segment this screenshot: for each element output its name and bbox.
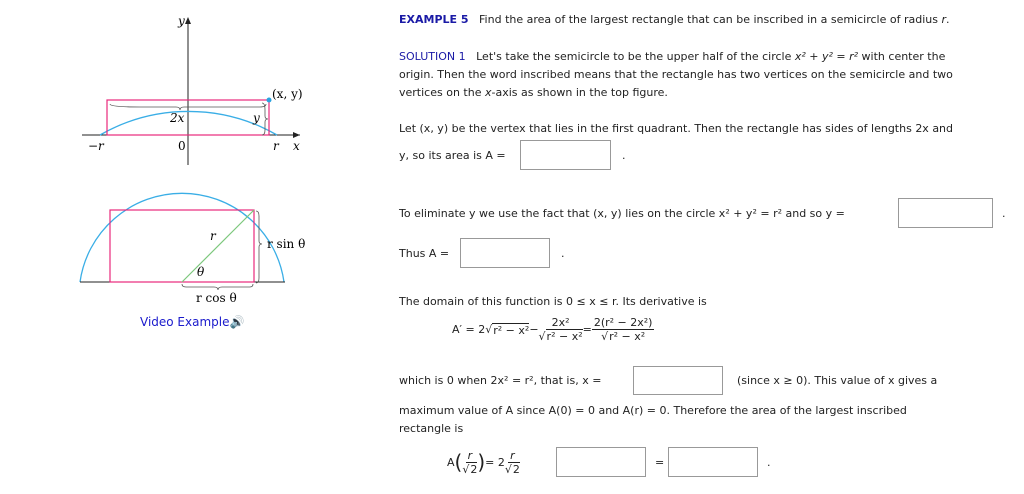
r-cos-label: r cos θ bbox=[196, 291, 237, 305]
example-label: EXAMPLE 5 bbox=[399, 13, 469, 26]
deriv-lhs: A′ = 2 bbox=[452, 323, 486, 336]
para-5: The domain of this function is 0 ≤ x ≤ r. Its derivative is bbox=[399, 295, 707, 308]
sol-text: Let's take the semicircle to be the upper half of the circle bbox=[476, 50, 795, 63]
den: r² − x² bbox=[609, 330, 646, 343]
para-6: which is 0 when 2x² = r², that is, x = bbox=[399, 374, 602, 387]
example-text: Find the area of the largest rectangle that can be inscribed in a semicircle of radius bbox=[479, 13, 942, 26]
fraction-1: $\frac{\text{2x²}}{\text{√r² − x²}}$ bbox=[538, 316, 583, 343]
para-7-line-1: maximum value of A since A(0) = 0 and A(r) = 0. Therefore the area of the largest inscribed bbox=[399, 404, 907, 417]
num: r bbox=[467, 448, 473, 462]
frac: $\frac{r}{√2}$ bbox=[462, 448, 478, 476]
y-axis-label: y bbox=[178, 14, 185, 28]
minus: − bbox=[529, 323, 539, 336]
period: . bbox=[767, 456, 771, 469]
theta-label: θ bbox=[197, 265, 205, 279]
video-example-label[interactable]: Video Example bbox=[140, 315, 230, 329]
eq: = 2 bbox=[485, 455, 505, 469]
solution-line-2: origin. Then the word inscribed means that the rectangle has two vertices on the semicircle and two bbox=[399, 68, 953, 81]
area-text: y, so its area is A = bbox=[399, 149, 506, 162]
num: r bbox=[510, 448, 515, 462]
speaker-icon[interactable]: 🔊 bbox=[229, 315, 245, 329]
x-answer-input[interactable] bbox=[633, 366, 723, 395]
semicircle-figures bbox=[0, 0, 390, 340]
a-function-answer-input[interactable] bbox=[460, 238, 550, 268]
final-a: A bbox=[447, 455, 455, 469]
r-sin-label: r sin θ bbox=[267, 237, 306, 251]
point-label: (x, y) bbox=[272, 87, 303, 101]
period: . bbox=[622, 149, 626, 162]
neg-r-label: −r bbox=[88, 139, 104, 153]
example-line bbox=[399, 13, 950, 26]
num: 2x² bbox=[551, 316, 570, 329]
video-example-link[interactable] bbox=[140, 315, 244, 329]
den: 2 bbox=[512, 462, 520, 476]
circle-eq: x² + y² = r² bbox=[794, 50, 859, 63]
equals: = bbox=[655, 456, 665, 469]
para-6-cont: (since x ≥ 0). This value of x gives a bbox=[737, 374, 938, 387]
height-label: y bbox=[253, 111, 260, 125]
den: r² − x² bbox=[546, 330, 583, 343]
derivative-formula: A′ = 2 √ r² − x² − $\frac{\text{2x²}}{\text{√r² − x²}}$ = $\frac{\text{2(r² − 2x²)}}{\text{√r² − x²}}$ bbox=[452, 316, 653, 343]
radius-label: r bbox=[210, 229, 216, 243]
para-4: Thus A = bbox=[399, 247, 450, 260]
fraction-2: $\frac{\text{2(r² − 2x²)}}{\text{√r² − x²}}$ bbox=[593, 316, 653, 343]
num: 2(r² − 2x²) bbox=[593, 316, 653, 329]
y-answer-input[interactable] bbox=[898, 198, 993, 228]
period: . bbox=[1002, 207, 1006, 220]
final-formula: A ( $\frac{r}{√2}$ ) = 2 $\frac{r}{√2}$ bbox=[447, 448, 520, 476]
area-answer-input[interactable] bbox=[520, 140, 611, 170]
final-answer-input-2[interactable] bbox=[668, 447, 758, 477]
para-2-line-1: Let (x, y) be the vertex that lies in the first quadrant. Then the rectangle has sides of lengths 2x and bbox=[399, 122, 954, 135]
para-3: To eliminate y we use the fact that (x, y) lies on the circle x² + y² = r² and so y = bbox=[399, 207, 845, 220]
sol-text: -axis as shown in the top figure. bbox=[491, 86, 668, 99]
equals: = bbox=[582, 323, 592, 336]
final-answer-input-1[interactable] bbox=[556, 447, 646, 477]
sol-x: x bbox=[484, 86, 492, 99]
origin-label: 0 bbox=[178, 139, 186, 153]
sol-text: with center the bbox=[858, 50, 946, 63]
width-label: 2x bbox=[170, 111, 185, 125]
para-2-line-2 bbox=[399, 149, 506, 162]
period: . bbox=[561, 247, 565, 260]
bottom-figure bbox=[80, 193, 305, 305]
example-end: . bbox=[946, 13, 950, 26]
solution-line-3 bbox=[399, 86, 668, 99]
solution-line-1 bbox=[399, 50, 945, 63]
para-7-line-2: rectangle is bbox=[399, 422, 464, 435]
solution-label: SOLUTION 1 bbox=[399, 50, 466, 63]
den: 2 bbox=[470, 462, 478, 476]
sol-text: vertices on the bbox=[399, 86, 485, 99]
top-figure bbox=[82, 14, 303, 165]
r-label: r bbox=[273, 139, 279, 153]
deriv-radical: r² − x² bbox=[493, 323, 530, 337]
example-var: r bbox=[941, 13, 946, 26]
x-axis-label: x bbox=[293, 139, 300, 153]
frac: $\frac{r}{√2}$ bbox=[504, 448, 520, 476]
